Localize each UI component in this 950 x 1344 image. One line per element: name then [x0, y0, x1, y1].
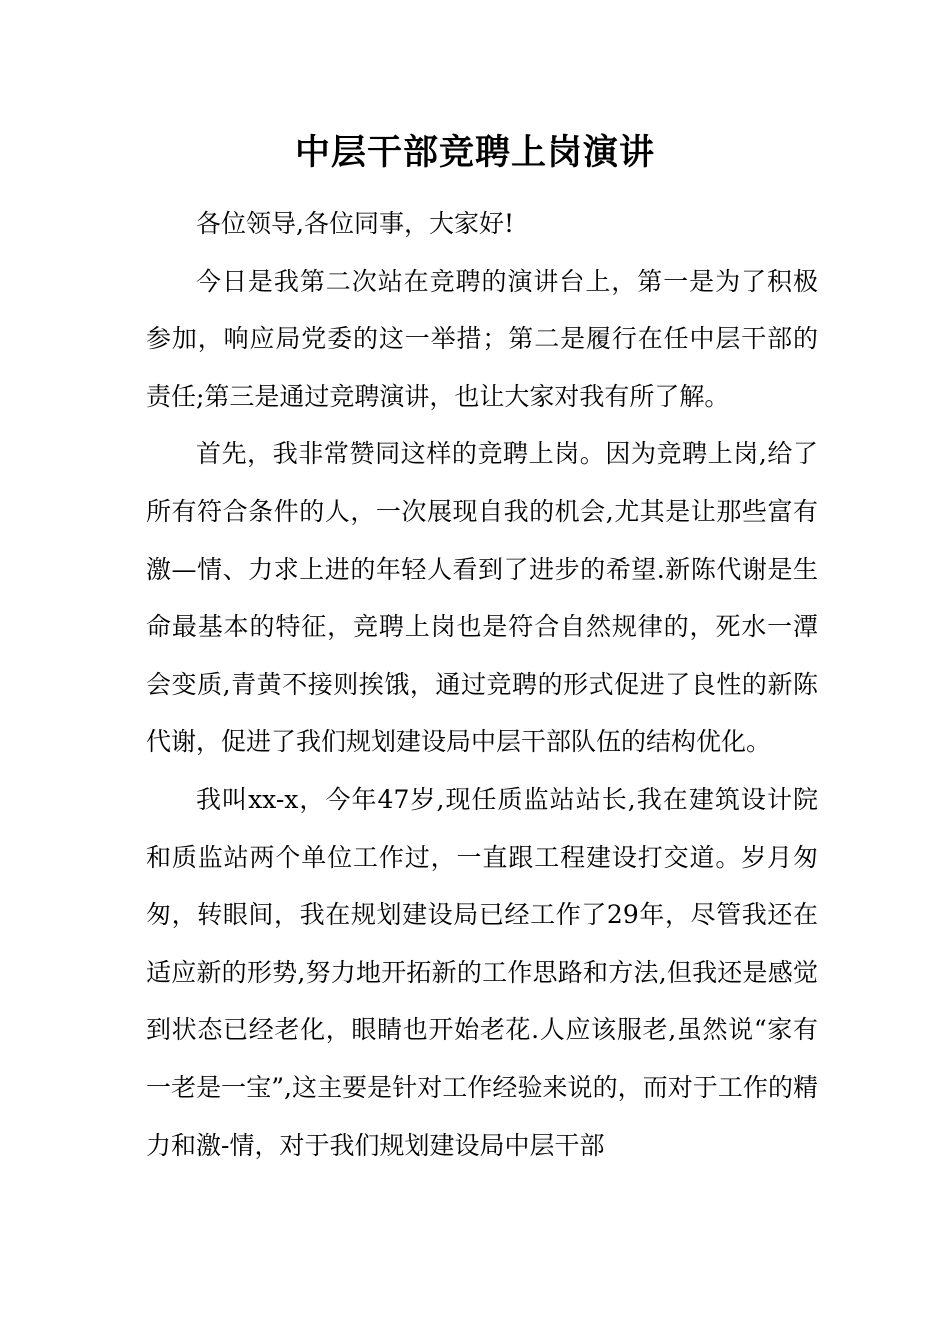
document-body — [146, 195, 818, 1174]
paragraph-self-introduction: 我叫xx-x，今年47岁,现任质监站站长,我在建筑设计院和质监站两个单位工作过，一直跟工程建设打交道。岁月匆匆，转眼间，我在规划建设局已经工作了29年，尽管我还在适应新的形势,努力地开拓新的工作思路和方法,但我还是感觉到状态已经老化，眼睛也开始老花.人应该服老,虽然说“家有一老是一宝”,这主要是针对工作经验来说的，而对于工作的精力和激-情，对于我们规划建设局中层干部 — [146, 784, 818, 1160]
paragraph-greeting: 各位领导,各位同事，大家好! — [196, 209, 514, 238]
paragraph-intro: 今日是我第二次站在竞聘的演讲台上，第一是为了积极参加，响应局党委的这一举措；第二是履行在任中层干部的责任;第三是通过竞聘演讲，也让大家对我有所了解。 — [146, 266, 818, 411]
paragraph-support: 首先，我非常赞同这样的竞聘上岗。因为竞聘上岗,给了所有符合条件的人，一次展现自我的机会,尤其是让那些富有激—情、力求上进的年轻人看到了进步的希望.新陈代谢是生命最基本的特征，竞聘上岗也是符合自然规律的，死水一潭会变质,青黄不接则挨饿，通过竞聘的形式促进了良性的新陈代谢，促进了我们规划建设局中层干部队伍的结构优化。 — [146, 439, 818, 757]
document-title: 中层干部竞聘上岗演讲 — [294, 132, 655, 173]
